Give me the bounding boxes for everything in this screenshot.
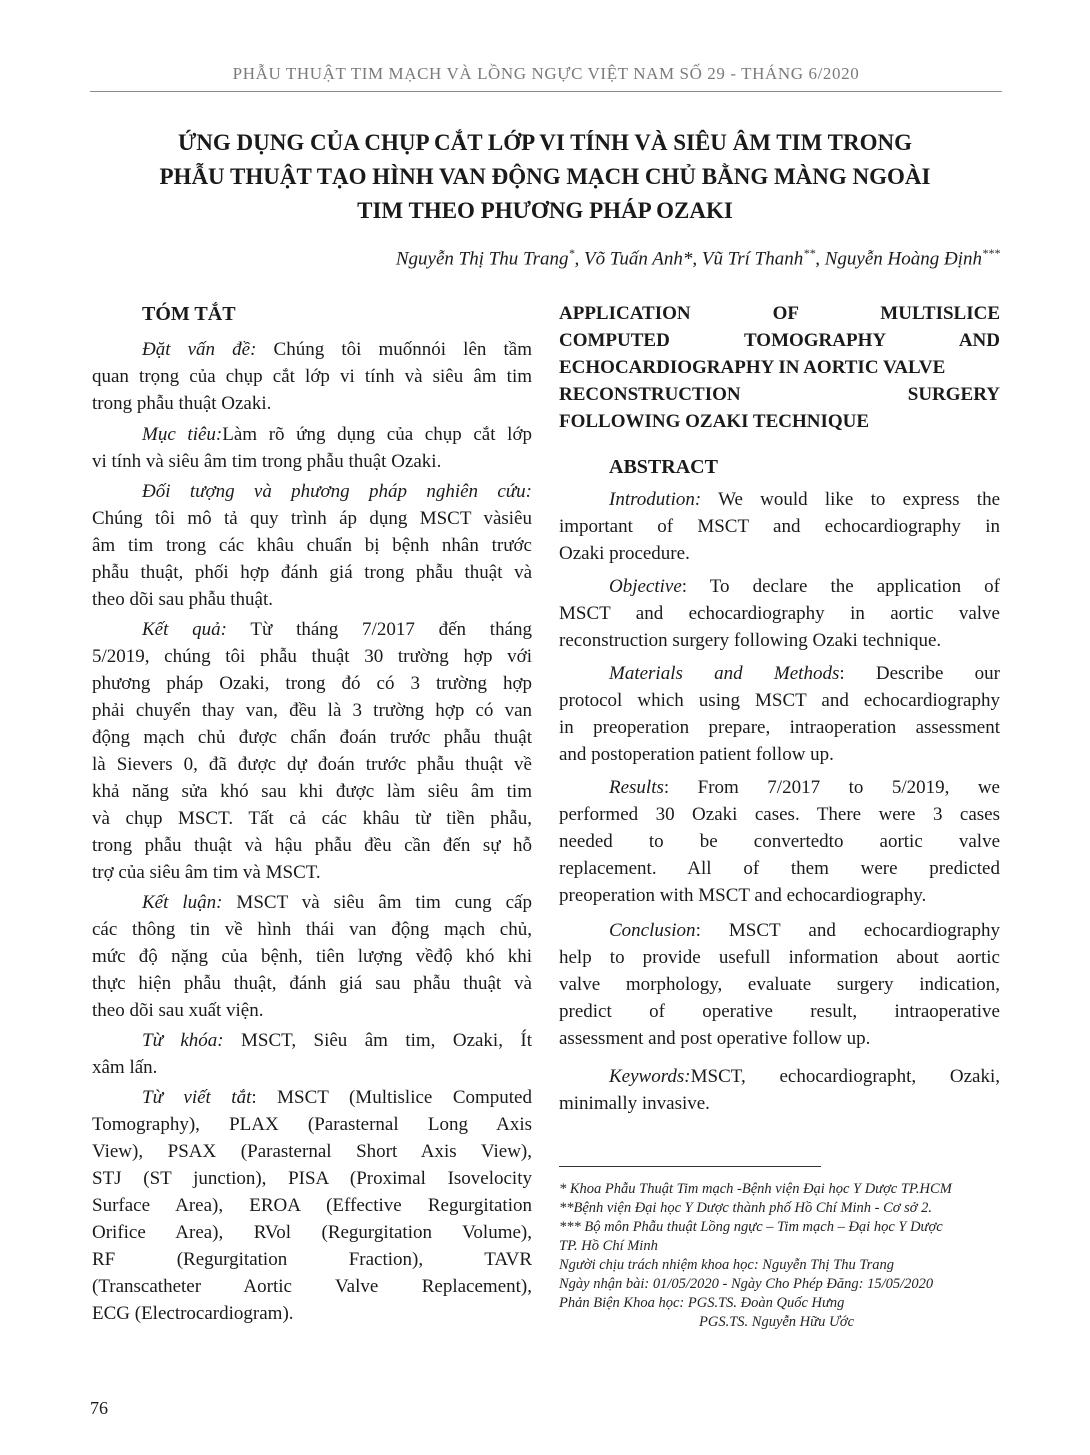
author-1-mark: * xyxy=(568,246,575,260)
abstract-line: help to provide usefull information about aortic xyxy=(559,947,1000,968)
abstract-line: Kết quả: Từ tháng 7/2017 đến tháng xyxy=(142,619,532,640)
abstract-line: Keywords:MSCT, echocardiographt, Ozaki, xyxy=(609,1066,1000,1087)
english-title-line: APPLICATION OF MULTISLICE xyxy=(559,303,1000,324)
abstract-line: Materials and Methods: Describe our xyxy=(609,663,1000,684)
title-line: PHẪU THUẬT TẠO HÌNH VAN ĐỘNG MẠCH CHỦ BẰNG MÀNG NGOÀI xyxy=(159,164,931,189)
abstract-line: Surface Area), EROA (Effective Regurgitation xyxy=(92,1195,532,1216)
footnote: * Khoa Phẫu Thuật Tim mạch -Bệnh viện Đại học Y Dược TP.HCM xyxy=(559,1181,952,1197)
abstract-line: mức độ nặng của bệnh, tiên lượng vềđộ khó khi xyxy=(92,946,532,967)
abstract-line: và chụp MSCT. Tất cả các khâu từ tiền phẫu, xyxy=(92,808,532,829)
article-title xyxy=(100,126,990,228)
abstract-line: phẫu thuật, phối hợp đánh giá trong phẫu thuật và xyxy=(92,562,532,583)
abstract-line: Conclusion: MSCT and echocardiography xyxy=(609,920,1000,941)
author-list xyxy=(200,246,1000,270)
title-line: TIM THEO PHƯƠNG PHÁP OZAKI xyxy=(357,198,733,223)
abstract-line: Tomography), PLAX (Parasternal Long Axis xyxy=(92,1114,532,1135)
abstract-line: performed 30 Ozaki cases. There were 3 cases xyxy=(559,804,1000,825)
footnote: PGS.TS. Nguyễn Hữu Ước xyxy=(699,1314,855,1330)
abstract-line: reconstruction surgery following Ozaki technique. xyxy=(559,630,942,651)
abstract-line: MSCT and echocardiography in aortic valve xyxy=(559,603,1000,624)
abstract-line: protocol which using MSCT and echocardiography xyxy=(559,690,1000,711)
author-4: , Nguyễn Hoàng Định xyxy=(815,248,982,270)
english-title-line: RECONSTRUCTION SURGERY xyxy=(559,384,1000,405)
abstract-line: âm tim trong các khâu chuẩn bị bệnh nhân trước xyxy=(92,535,532,556)
page-number: 76 xyxy=(90,1398,108,1418)
abstract-line: trợ của siêu âm tim và MSCT. xyxy=(92,862,321,883)
abstract-line: Objective: To declare the application of xyxy=(609,576,1000,597)
abstract-line: Introdution: We would like to express the xyxy=(609,489,1000,510)
abstract-line: Kết luận: MSCT và siêu âm tim cung cấp xyxy=(142,892,532,913)
abstract-line: ECG (Electrocardiogram). xyxy=(92,1303,294,1324)
abstract-line: các thông tin về hình thái van động mạch chủ, xyxy=(92,919,532,940)
abstract-line: vi tính và siêu âm tim trong phẫu thuật Ozaki. xyxy=(92,451,442,472)
abstract-line: predict of operative result, intraoperative xyxy=(559,1001,1000,1022)
abstract-line: Đối tượng và phương pháp nghiên cứu: xyxy=(142,481,532,502)
english-title-line: ECHOCARDIOGRAPHY IN AORTIC VALVE xyxy=(559,357,946,378)
abstract-line: (Transcatheter Aortic Valve Replacement), xyxy=(92,1276,532,1297)
abstract-line: Results: From 7/2017 to 5/2019, we xyxy=(609,777,1000,798)
abstract-line: and postoperation patient follow up. xyxy=(559,744,834,765)
footnote-rule xyxy=(559,1166,821,1167)
abstract-line: assessment and post operative follow up. xyxy=(559,1028,871,1049)
abstract-line: important of MSCT and echocardiography in xyxy=(559,516,1000,537)
footnote: **Bệnh viện Đại học Y Dược thành phố Hồ Chí Minh - Cơ sở 2. xyxy=(559,1200,933,1216)
abstract-line: Ozaki procedure. xyxy=(559,543,690,564)
abstract-line: là Sievers 0, đã được dự đoán trước phẫu thuật về xyxy=(92,754,532,775)
abstract-line: in preoperation prepare, intraoperation assessment xyxy=(559,717,1000,738)
abstract-line: trong phẫu thuật và hậu phẫu đều cần đến sự hỗ xyxy=(92,835,532,856)
abstract-line: theo dõi sau xuất viện. xyxy=(92,1000,264,1021)
running-header: PHẪU THUẬT TIM MẠCH VÀ LỒNG NGỰC VIỆT NAM SỐ 29 - THÁNG 6/2020 xyxy=(232,64,860,83)
footnote: Phản Biện Khoa học: PGS.TS. Đoàn Quốc Hưng xyxy=(559,1295,845,1311)
footnote: Ngày nhận bài: 01/05/2020 - Ngày Cho Phép Đăng: 15/05/2020 xyxy=(559,1276,934,1292)
abstract-line: needed to be convertedto aortic valve xyxy=(559,831,1000,852)
abstract-line: View), PSAX (Parasternal Short Axis View), xyxy=(92,1141,532,1162)
abstract-line: 5/2019, chúng tôi phẫu thuật 30 trường hợp với xyxy=(92,646,532,667)
english-title-line: COMPUTED TOMOGRAPHY AND xyxy=(559,330,1000,351)
abstract-line: phải chuyển thay van, đều là 3 trường hợp có van xyxy=(92,700,532,721)
author-1: Nguyễn Thị Thu Trang xyxy=(395,248,569,270)
abstract-line: Từ viết tắt: MSCT (Multislice Computed xyxy=(142,1087,532,1108)
abstract-line: replacement. All of them were predicted xyxy=(559,858,1000,879)
abstract-line: Orifice Area), RVol (Regurgitation Volume), xyxy=(92,1222,532,1243)
abstract-line: Mục tiêu:Làm rõ ứng dụng của chụp cắt lớp xyxy=(142,424,533,445)
abstract-line: Từ khóa: MSCT, Siêu âm tim, Ozaki, Ít xyxy=(142,1030,532,1051)
title-line: ỨNG DỤNG CỦA CHỤP CẮT LỚP VI TÍNH VÀ SIÊU ÂM TIM TRONG xyxy=(178,130,912,155)
abstract-line: preoperation with MSCT and echocardiography. xyxy=(559,885,927,906)
footnote: TP. Hồ Chí Minh xyxy=(559,1238,658,1254)
abstract-line: thực hiện phẫu thuật, đánh giá sau phẫu thuật và xyxy=(92,973,532,994)
author-3-mark: ** xyxy=(803,246,816,260)
author-2-3: , Võ Tuấn Anh*, Vũ Trí Thanh xyxy=(574,248,804,270)
header-rule xyxy=(90,91,1002,92)
section-heading-tom-tat: TÓM TẮT xyxy=(142,303,236,325)
abstract-line: RF (Regurgitation Fraction), TAVR xyxy=(92,1249,532,1270)
author-4-mark: *** xyxy=(982,246,1000,260)
section-heading-abstract: ABSTRACT xyxy=(609,456,718,478)
abstract-line: minimally invasive. xyxy=(559,1093,710,1114)
footnote: Người chịu trách nhiệm khoa học: Nguyễn Thị Thu Trang xyxy=(559,1257,895,1273)
abstract-line: trong phẫu thuật Ozaki. xyxy=(92,393,272,414)
abstract-line: valve morphology, evaluate surgery indication, xyxy=(559,974,1000,995)
english-title-line: FOLLOWING OZAKI TECHNIQUE xyxy=(559,411,870,432)
abstract-line: khả năng sửa khó sau khi được làm siêu âm tim xyxy=(92,781,532,802)
abstract-line: Chúng tôi mô tả quy trình áp dụng MSCT vàsiêu xyxy=(92,508,532,529)
abstract-line: động mạch chủ được chẩn đoán trước phẫu thuật xyxy=(92,727,532,748)
footnote: *** Bộ môn Phẫu thuật Lồng ngực – Tim mạch – Đại học Y Dược xyxy=(559,1219,943,1235)
abstract-line: Đặt vấn đề: Chúng tôi muốnnói lên tầm xyxy=(142,339,532,360)
abstract-line: STJ (ST junction), PISA (Proximal Isovelocity xyxy=(92,1168,532,1189)
abstract-line: xâm lấn. xyxy=(92,1057,158,1078)
abstract-line: phương pháp Ozaki, trong đó có 3 trường hợp xyxy=(92,673,532,694)
abstract-line: theo dõi sau phẫu thuật. xyxy=(92,589,273,610)
abstract-line: quan trọng của chụp cắt lớp vi tính và siêu âm tim xyxy=(92,366,532,387)
